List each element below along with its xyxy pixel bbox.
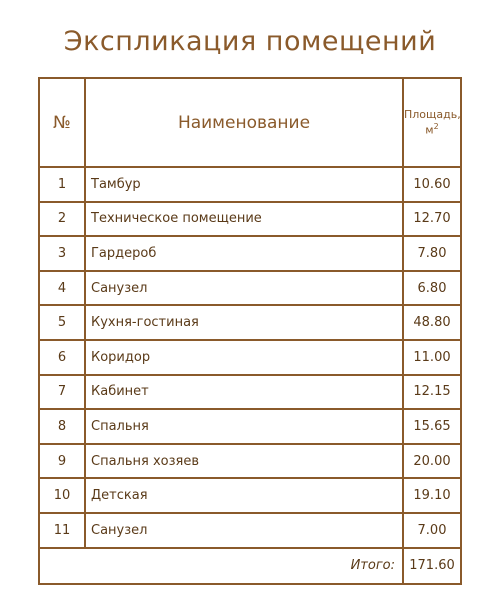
room-area: 7.00 [403,513,461,548]
total-label: Итого: [39,548,403,584]
room-number: 2 [39,202,85,237]
table-row [39,167,461,202]
room-schedule-table [38,77,462,585]
table-header-row [39,78,461,167]
room-area: 7.80 [403,236,461,271]
table-row [39,305,461,340]
room-name: Санузел [85,271,403,306]
room-name: Коридор [85,340,403,375]
room-number: 9 [39,444,85,479]
room-number: 8 [39,409,85,444]
room-area: 15.65 [403,409,461,444]
header-number: № [39,78,85,167]
room-name: Спальня [85,409,403,444]
table-row [39,513,461,548]
room-number: 7 [39,375,85,410]
room-area: 48.80 [403,305,461,340]
table-row [39,271,461,306]
room-name: Кабинет [85,375,403,410]
room-area: 12.70 [403,202,461,237]
room-number: 4 [39,271,85,306]
room-area: 12.15 [403,375,461,410]
header-area [403,78,461,167]
page-title: Экспликация помещений [63,26,437,57]
room-number: 11 [39,513,85,548]
room-area: 19.10 [403,478,461,513]
room-number: 6 [39,340,85,375]
room-area: 11.00 [403,340,461,375]
header-area-unit: м [425,123,434,137]
table-row [39,444,461,479]
room-number: 5 [39,305,85,340]
room-name: Гардероб [85,236,403,271]
table-row [39,409,461,444]
header-area-unit-power: 2 [433,121,439,131]
header-name: Наименование [85,78,403,167]
table-row [39,478,461,513]
room-name: Спальня хозяев [85,444,403,479]
room-area: 6.80 [403,271,461,306]
room-name: Тамбур [85,167,403,202]
table-row [39,375,461,410]
room-name: Санузел [85,513,403,548]
room-name: Детская [85,478,403,513]
table-row [39,202,461,237]
room-name: Кухня-гостиная [85,305,403,340]
room-name: Техническое помещение [85,202,403,237]
table-row [39,340,461,375]
room-number: 1 [39,167,85,202]
room-number: 10 [39,478,85,513]
room-area: 10.60 [403,167,461,202]
table-row [39,236,461,271]
room-number: 3 [39,236,85,271]
room-area: 20.00 [403,444,461,479]
total-value: 171.60 [403,548,461,584]
header-area-label: Площадь, [404,107,461,121]
total-row [39,548,461,584]
